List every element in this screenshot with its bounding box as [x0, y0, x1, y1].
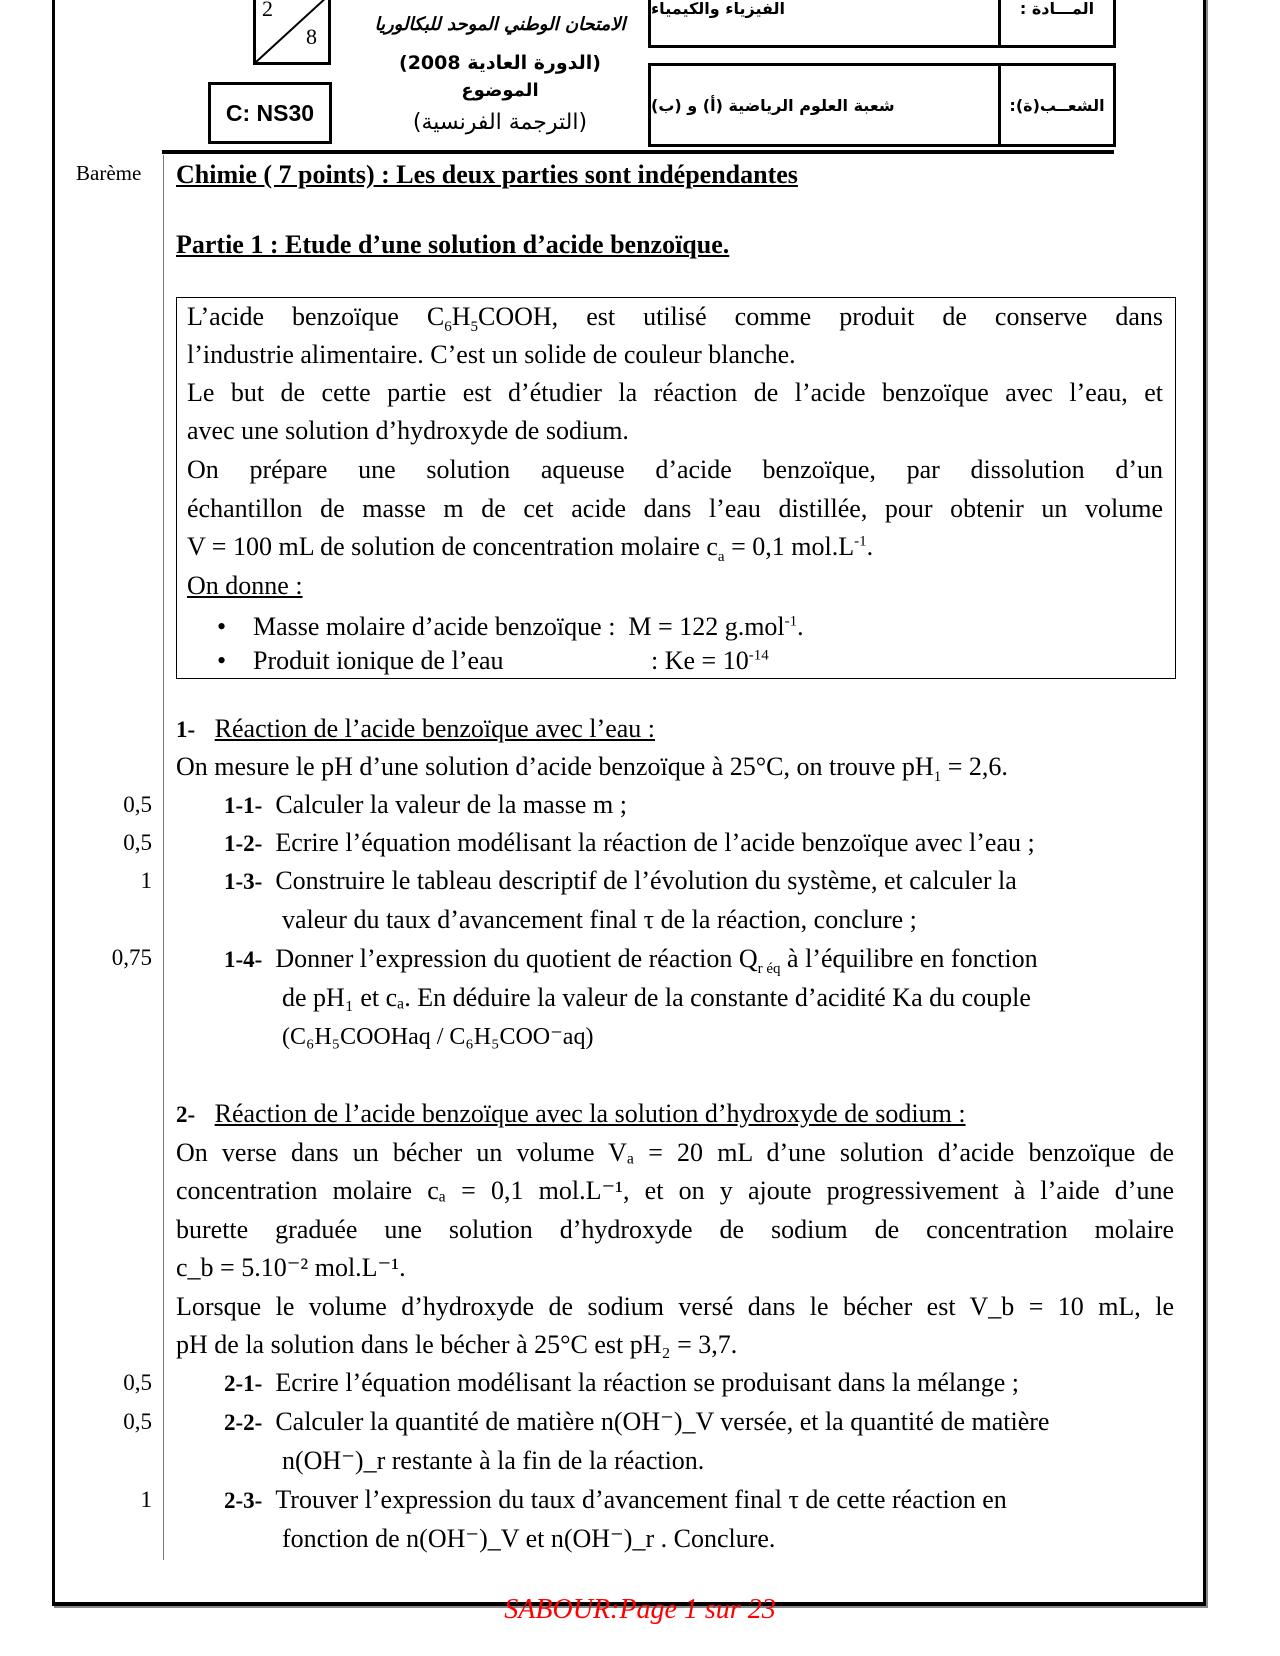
- header-divider: [162, 150, 1114, 154]
- subject-table: [648, 0, 1116, 48]
- points: 0,5: [123, 1370, 152, 1395]
- question-1-1: 1-1- Calculer la valeur de la masse m ;: [224, 790, 627, 819]
- exam-code: C: NS30: [208, 82, 332, 144]
- intro-line: échantillon de masse m de cet acide dans l’eau distillée, pour obtenir un volume: [187, 494, 1163, 523]
- intro-line: On prépare une solution aqueuse d’acide benzoïque, par dissolution d’un: [187, 455, 1163, 484]
- q1-intro: On mesure le pH d’une solution d’acide benzoïque à 25°C, on trouve $pH_1 = 2,6$.: [176, 752, 1008, 786]
- question-2-1: 2-1- Ecrire l’équation modélisant la réaction se produisant dans la mélange ;: [224, 1368, 1019, 1397]
- question-2-2-cont: n(OH⁻)_r restante à la fin de la réaction.: [282, 1446, 705, 1475]
- question-1-4-cont: de pH₁ et cₐ. En déduire la valeur de la constante d’acidité Ka du couple: [282, 983, 1031, 1012]
- given-label: On donne :: [187, 571, 303, 600]
- part-title: Partie 1 : Etude d’une solution d’acide benzoïque.: [176, 230, 730, 259]
- page-footer: SABOUR:Page 1 sur 23: [504, 1594, 776, 1625]
- points: 1: [140, 868, 152, 893]
- given-item: • Produit ionique de l’eau : $Ke = 10^{-14}$: [187, 642, 769, 680]
- branch-value: شعبة العلوم الرياضية (أ) و (ب): [651, 66, 1001, 144]
- q2-para: Lorsque le volume d’hydroxyde de sodium versé dans le bécher est V_b = 10 mL, le: [176, 1292, 1174, 1321]
- branch-key: الشعــب(ة):: [1009, 95, 1105, 115]
- q2-para: concentration molaire cₐ = 0,1 mol.L⁻¹, et on y ajoute progressivement à l’aide d’une: [176, 1176, 1174, 1205]
- question-1-2: 1-2- Ecrire l’équation modélisant la réaction de l’acide benzoïque avec l’eau ;: [224, 828, 1035, 857]
- bullet-icon: •: [217, 646, 227, 675]
- q2-para: burette graduée une solution d’hydroxyde de sodium de concentration molaire: [176, 1215, 1174, 1244]
- q2-heading: 2- Réaction de l’acide benzoïque avec la solution d’hydroxyde de sodium :: [176, 1099, 966, 1128]
- exam-title: الامتحان الوطني الموحد للبكالوريا: [374, 14, 626, 35]
- points: 1: [140, 1487, 152, 1512]
- bareme-label: Barème: [76, 161, 142, 185]
- translation-label: (الترجمة الفرنسية): [412, 110, 588, 135]
- question-2-3-cont: fonction de n(OH⁻)_V et n(OH⁻)_r . Conclure.: [282, 1524, 776, 1553]
- branch-table: [648, 63, 1116, 147]
- q2-para: pH de la solution dans le bécher à 25°C est pH₂ = 3,7.: [176, 1330, 738, 1359]
- question-1-3: 1-3- Construire le tableau descriptif de l’évolution du système, et calculer la: [224, 866, 1017, 895]
- points: 0,5: [123, 830, 152, 855]
- points: 0,75: [111, 945, 152, 970]
- subject-label: الموضوع: [461, 80, 539, 101]
- intro-line: L’acide benzoïque $C_6H_5COOH$, est utilisé comme produit de conserve dans: [187, 302, 1163, 336]
- section-title: Chimie ( 7 points) : Les deux parties sont indépendantes: [176, 160, 798, 189]
- acid-couple: (C₆H₅COOHaq / C₆H₅COO⁻aq): [282, 1024, 594, 1050]
- intro-line: V = 100 mL de solution de concentration molaire $c_a = 0,1$ $mol.L^{-1}$.: [187, 532, 874, 566]
- given-item: • Masse molaire d’acide benzoïque : M = 122 g.mol$^{-1}$.: [187, 608, 804, 646]
- q1-heading: 1- Réaction de l’acide benzoïque avec l’eau :: [176, 714, 655, 743]
- question-1-3-cont: valeur du taux d’avancement final τ de la réaction, conclure ;: [282, 905, 917, 934]
- intro-line: avec une solution d’hydroxyde de sodium.: [187, 416, 629, 445]
- points: 0,5: [123, 792, 152, 817]
- points: 0,5: [123, 1409, 152, 1434]
- page-number-top: 2: [262, 0, 273, 21]
- intro-line: Le but de cette partie est d’étudier la réaction de l’acide benzoïque avec l’eau, et: [187, 378, 1163, 407]
- intro-line: l’industrie alimentaire. C’est un solide de couleur blanche.: [187, 340, 796, 369]
- bareme-column-rule: [163, 155, 164, 1560]
- page-number-bottom: 8: [306, 24, 317, 49]
- question-2-3: 2-3- Trouver l’expression du taux d’avancement final τ de cette réaction en: [224, 1485, 1007, 1514]
- bullet-icon: •: [217, 612, 227, 641]
- exam-session: (الدورة العادية 2008): [399, 52, 601, 74]
- question-1-4: 1-4- Donner l’expression du quotient de réaction $Q_{r éq}$ à l’équilibre en fonction: [224, 944, 1038, 978]
- q2-para: c_b = 5.10⁻² mol.L⁻¹.: [176, 1253, 406, 1282]
- question-2-2: 2-2- Calculer la quantité de matière n(OH⁻)_V versée, et la quantité de matière: [224, 1407, 1050, 1436]
- q2-para: On verse dans un bécher un volume Vₐ = 20 mL d’une solution d’acide benzoïque de: [176, 1138, 1174, 1167]
- subject-key: المـــادة :: [1019, 0, 1095, 18]
- subject-value: الفيزياء والكيمياء: [651, 0, 1001, 45]
